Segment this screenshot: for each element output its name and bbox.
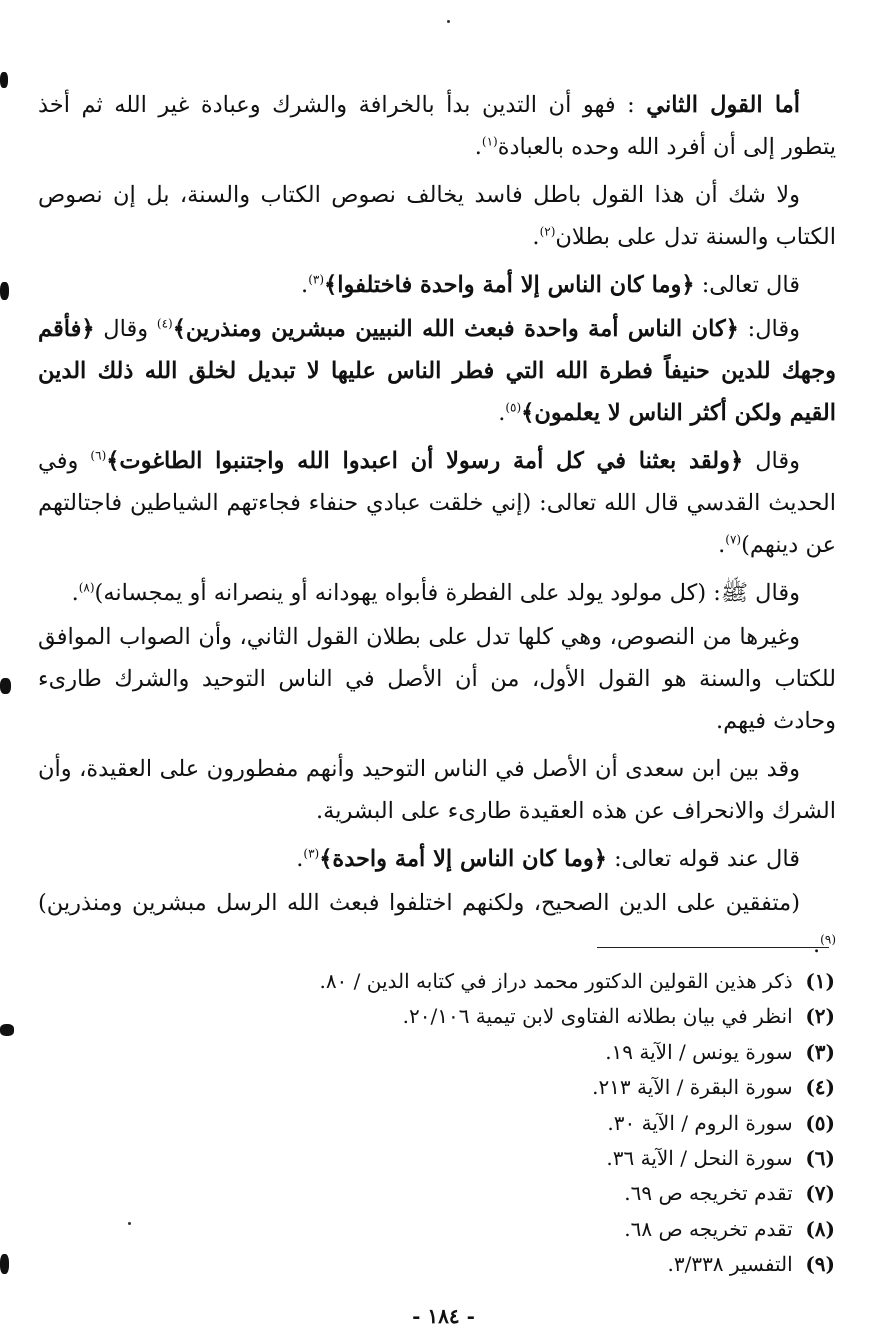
footnote-ref: (٣) — [308, 272, 325, 287]
scan-artifact — [0, 282, 9, 300]
footnote-ref: (٧) — [725, 532, 742, 547]
footnote-ref: (٨) — [78, 580, 95, 595]
footnote-item — [195, 964, 835, 999]
footnote-text: سورة البقرة / الآية ٢١٣. — [592, 1075, 793, 1100]
footnote-text: تقدم تخريجه ص ٦٨. — [624, 1216, 793, 1241]
footnote-number: (٦) — [805, 1146, 835, 1171]
quran-quote: ﴿كان الناس أمة واحدة فبعث الله النبيين مبشرين ومنذرين﴾ — [172, 316, 739, 342]
footnote-ref: (٦) — [90, 448, 107, 463]
paragraph-tafsir-text: (متفقين على الدين الصحيح، ولكنهم اختلفوا فبعث الله الرسل مبشرين ومنذرين)$^{(٩)}$. — [38, 890, 836, 958]
paragraph-quote-nahl-hadith: وقال ﴿ولقد بعثنا في كل أمة رسولا أن اعبدوا الله واجتنبوا الطاغوت﴾$^{(٦)}$ وفي الحديث القدسي قال الله تعالى: (إني خلقت عبادي حنفاء فجاءتهم الشياطين فاجتالتهم عن دينهم)$^{(٧)}$. — [38, 448, 836, 558]
footnote-number: (٥) — [805, 1110, 835, 1135]
footnote-text: تقدم تخريجه ص ٦٩. — [624, 1181, 793, 1206]
footnote-ref: (٥) — [505, 400, 522, 415]
footnote-item — [195, 1106, 835, 1141]
paragraph-intro: وقال: — [747, 316, 801, 342]
paragraph-hadith-fitra: وقال ﷺ: (كل مولود يولد على الفطرة فأبواه يهودانه أو ينصرانه أو يمجسانه)$^{(٨)}$. — [71, 580, 800, 606]
footnote-number: (٤) — [805, 1075, 835, 1100]
scan-artifact — [0, 678, 11, 694]
footnote-ref: (٣) — [303, 846, 320, 861]
paragraph-quote-baqara-rum: وقال: ﴿كان الناس أمة واحدة فبعث الله النبيين مبشرين ومنذرين﴾$^{(٤)}$ وقال ﴿فأقم وجهك للدين حنيفاً فطرة الله التي فطر الناس عليها لا تبديل لخلق الله ذلك الدين القيم ولكن أكثر الناس لا يعلمون﴾$^{(٥)}$. — [38, 316, 836, 426]
paragraph-conclusion — [38, 616, 836, 742]
footnote-item — [195, 1176, 835, 1211]
scan-artifact — [0, 1024, 14, 1036]
footnote-ref: (٤) — [156, 316, 173, 331]
paragraph-lead: أما القول الثاني — [646, 92, 800, 118]
footnote-item — [195, 1141, 835, 1176]
paragraph-intro: قال تعالى: — [701, 272, 800, 298]
footnote-text: سورة يونس / الآية ١٩. — [605, 1039, 793, 1064]
scan-artifact — [128, 1222, 131, 1225]
paragraph-second-view: أما القول الثاني : فهو أن التدين بدأ بالخرافة والشرك وعبادة غير الله ثم أخذ يتطور إلى أن أفرد الله وحده بالعبادة$^{(١)}$. — [38, 92, 836, 160]
quran-quote: ﴿وما كان الناس إلا أمة واحدة فاختلفوا﴾ — [324, 272, 695, 298]
footnote-number: (٨) — [805, 1216, 835, 1241]
paragraph-text: ولا شك أن هذا القول باطل فاسد يخالف نصوص الكتاب والسنة، بل إن نصوص الكتاب والسنة تدل على بطلان — [38, 182, 836, 250]
scan-artifact — [0, 1254, 9, 1274]
footnote-ref: (٢) — [539, 224, 556, 239]
footnote-number: (٣) — [805, 1039, 835, 1064]
paragraph-connector: وقال — [103, 316, 149, 342]
footnote-item — [195, 1247, 835, 1282]
paragraph-quote-tafsir: قال عند قوله تعالى: ﴿وما كان الناس إلا أمة واحدة﴾$^{(٣)}$. — [296, 846, 800, 872]
footnote-ref: (١) — [481, 134, 498, 149]
footnote-item — [195, 999, 835, 1034]
paragraph-text: : فهو أن التدين بدأ بالخرافة والشرك وعبادة غير الله ثم أخذ يتطور إلى أن أفرد الله وحده بالعبادة — [38, 92, 836, 160]
paragraph-refutation: ولا شك أن هذا القول باطل فاسد يخالف نصوص الكتاب والسنة، بل إن نصوص الكتاب والسنة تدل على بطلان$^{(٢)}$. — [38, 182, 836, 250]
footnote-text: ذكر هذين القولين الدكتور محمد دراز في كتابه الدين / ٨٠. — [319, 969, 793, 993]
hadith-text: وفي الحديث القدسي قال الله تعالى: (إني خلقت عبادي حنفاء فجاءتهم الشياطين فاجتالتهم عن دينهم) — [38, 448, 836, 558]
hadith-text: وقال ﷺ: (كل مولود يولد على الفطرة فأبواه يهودانه أو ينصرانه أو يمجسانه) — [94, 580, 800, 606]
footnote-number: (١) — [805, 969, 835, 993]
footnote-item — [195, 1035, 835, 1070]
footnote-divider — [597, 947, 829, 948]
footnote-number: (٩) — [805, 1252, 835, 1277]
paragraph-ibn-saadi — [38, 748, 836, 832]
footnote-item — [195, 1212, 835, 1247]
footnote-number: (٧) — [805, 1181, 835, 1206]
footnote-text: سورة الروم / الآية ٣٠. — [607, 1110, 793, 1135]
footnote-number: (٢) — [805, 1004, 835, 1029]
paragraph-intro: وقال — [755, 448, 801, 474]
paragraph-text: (متفقين على الدين الصحيح، ولكنهم اختلفوا فبعث الله الرسل مبشرين ومنذرين) — [38, 890, 800, 916]
footnote-text: سورة النحل / الآية ٣٦. — [606, 1146, 793, 1171]
footnote-ref: (٩) — [820, 932, 836, 947]
paragraph-intro: قال عند قوله تعالى: — [614, 846, 800, 872]
paragraph-text: وقد بين ابن سعدى أن الأصل في الناس التوحيد وأنهم مفطورون على العقيدة، وأن الشرك والانحراف عن هذه العقيدة طارىء على البشرية. — [38, 756, 836, 824]
scan-artifact — [0, 72, 8, 88]
footnote-text: انظر في بيان بطلانه الفتاوى لابن تيمية ٢٠/١٠٦. — [402, 1004, 793, 1029]
paragraph-quote-yunus: قال تعالى: ﴿وما كان الناس إلا أمة واحدة فاختلفوا﴾$^{(٣)}$. — [301, 272, 800, 298]
footnotes-list — [195, 964, 835, 1283]
footnote-item — [195, 1070, 835, 1105]
quran-quote: ﴿وما كان الناس إلا أمة واحدة﴾ — [319, 846, 607, 872]
footnote-text: التفسير ٣/٣٣٨. — [667, 1252, 793, 1277]
paragraph-text: وغيرها من النصوص، وهي كلها تدل على بطلان القول الثاني، وأن الصواب الموافق للكتاب والسنة هو القول الأول، من أن الأصل في الناس التوحيد والشرك طارىء وحادث فيهم. — [38, 624, 836, 734]
scan-artifact — [447, 20, 450, 23]
page-number: - ١٨٤ - — [412, 1304, 475, 1328]
quran-quote: ﴿فأقم وجهك للدين حنيفاً فطرة الله التي فطر الناس عليها لا تبديل لخلق الله ذلك الدين القيم ولكن أكثر الناس لا يعلمون﴾ — [38, 316, 836, 426]
body-text — [38, 84, 836, 972]
quran-quote: ﴿ولقد بعثنا في كل أمة رسولا أن اعبدوا الله واجتنبوا الطاغوت﴾ — [106, 448, 744, 474]
